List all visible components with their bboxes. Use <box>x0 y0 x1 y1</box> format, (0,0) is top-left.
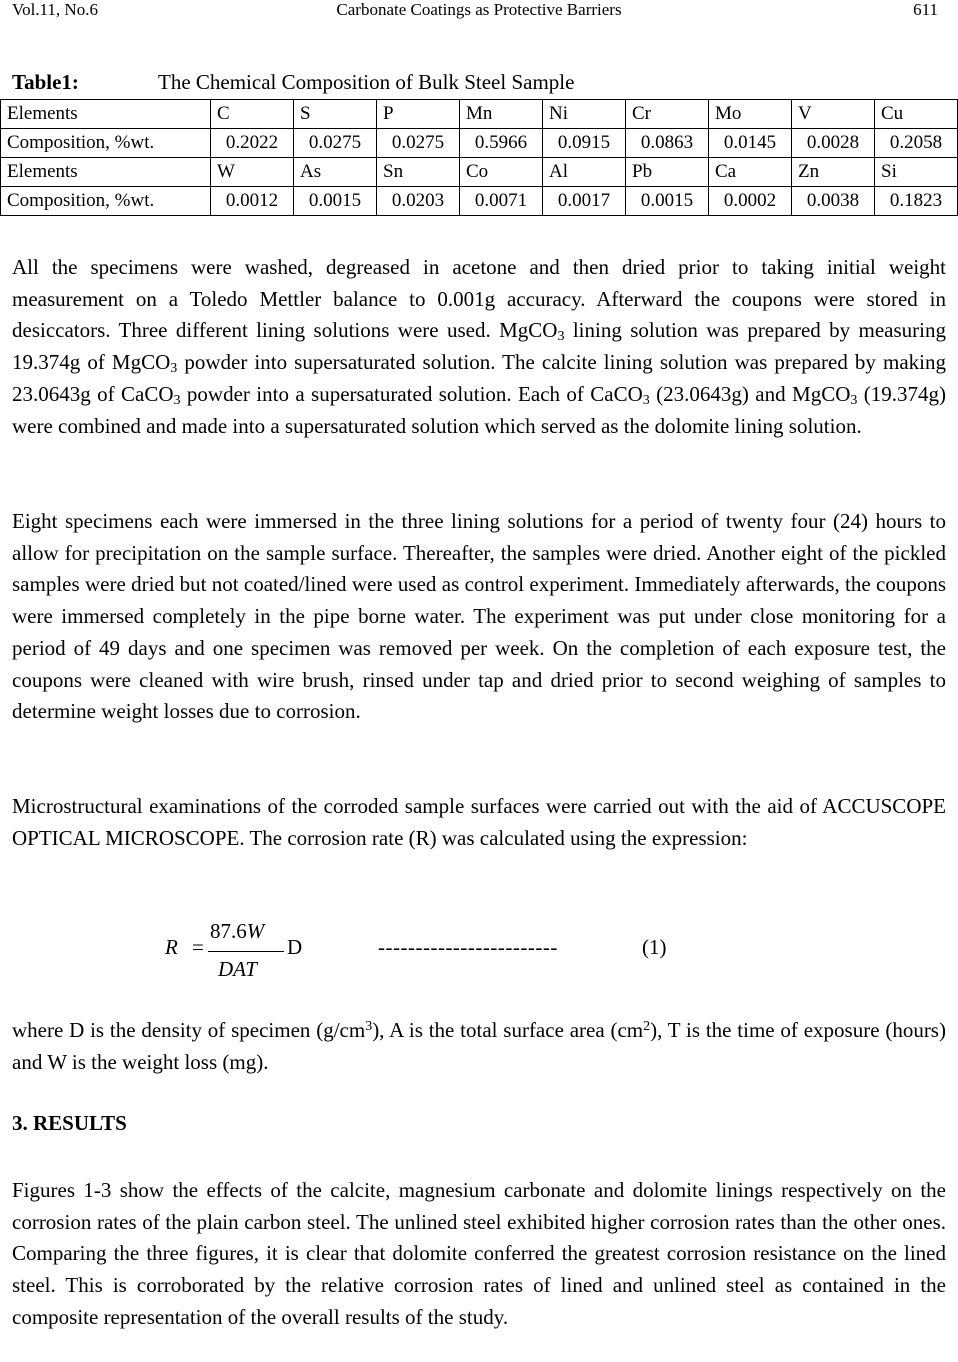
table-cell: Ca <box>709 158 792 187</box>
numerator-number: 87.6 <box>210 919 247 943</box>
equation-dashes: ------------------------ <box>378 935 558 959</box>
results-paragraph: Figures 1-3 show the effects of the calcite, magnesium carbonate and dolomite linings respectively on the corrosion rates of the plain carbon steel. The unlined steel exhibited higher corrosion rates than the other ones. Comparing the three figures, it is clear that dolomite conferred the greatest corrosion resistance on the lined steel. This is corroborated by the relative corrosion rates of lined and unlined steel as contained in the composite representation of the overall results of the study. <box>12 1178 946 1329</box>
equation-number: (1) <box>642 935 667 959</box>
equation-trailing: D <box>287 935 303 959</box>
table-cell: 0.0038 <box>792 187 875 216</box>
text-run: lining solution was prepared by measuring 19.374g of MgCO <box>12 318 947 375</box>
table-cell: Mn <box>460 100 543 129</box>
table-cell: 0.0915 <box>543 129 626 158</box>
text-run: All the specimens were washed, degreased in acetone and then dried prior to taking initial weight measurement on a Toledo Mettler balance to 0.001g accuracy. Afterward the coupons were stored in desiccators. Three different lining solutions were used. MgCO <box>12 255 946 343</box>
table-cell: Al <box>543 158 626 187</box>
table-cell: 0.0863 <box>626 129 709 158</box>
text-run: ), T is the time of exposure (hours) and W is the weight loss (mg). <box>12 1018 946 1074</box>
table-cell: Mo <box>709 100 792 129</box>
methods-paragraph-1 <box>12 252 946 442</box>
table-cell: S <box>294 100 377 129</box>
table-cell: 0.0145 <box>709 129 792 158</box>
table-cell: Sn <box>377 158 460 187</box>
table-cell: 0.2058 <box>875 129 958 158</box>
subscript: 3 <box>642 392 650 408</box>
table-label: Table1: <box>12 70 79 94</box>
row-header-cell: Composition, %wt. <box>1 129 211 158</box>
table-cell: 0.1823 <box>875 187 958 216</box>
running-header <box>12 0 946 24</box>
table-cell: 0.0017 <box>543 187 626 216</box>
subscript: 3 <box>170 361 178 377</box>
equation-definitions <box>12 1015 946 1078</box>
text-run: ), A is the total surface area (cm <box>372 1018 644 1042</box>
text-run: (19.374g) were combined and made into a supersaturated solution which served as the dolomite lining solution. <box>12 381 947 438</box>
methods-paragraph-3: Microstructural examinations of the corroded sample surfaces were carried out with the aid of ACCUSCOPE OPTICAL MICROSCOPE. The corrosion rate (R) was calculated using the expression: <box>12 794 946 850</box>
table-cell: W <box>211 158 294 187</box>
table-cell: C <box>211 100 294 129</box>
row-header-cell: Composition, %wt. <box>1 187 211 216</box>
table-row <box>1 187 958 216</box>
volume-label: Vol.11, No.6 <box>12 0 98 19</box>
table-cell: P <box>377 100 460 129</box>
table-cell: 0.0203 <box>377 187 460 216</box>
table-title: The Chemical Composition of Bulk Steel Sample <box>158 70 575 94</box>
equation-numerator <box>210 919 264 944</box>
table-cell: Cu <box>875 100 958 129</box>
running-title: Carbonate Coatings as Protective Barriers <box>336 0 622 19</box>
table-row <box>1 129 958 158</box>
equation-denominator: DAT <box>218 957 257 981</box>
table-cell: As <box>294 158 377 187</box>
text-run: powder into supersaturated solution. The calcite lining solution was prepared by making 23.0643g of CaCO <box>12 350 946 406</box>
table-cell: 0.0015 <box>294 187 377 216</box>
table-cell: Pb <box>626 158 709 187</box>
table-cell: 0.0071 <box>460 187 543 216</box>
composition-table <box>0 99 958 216</box>
page-number: 611 <box>913 0 938 19</box>
row-header-cell: Elements <box>1 100 211 129</box>
table-cell: 0.0012 <box>211 187 294 216</box>
table-cell: 0.0028 <box>792 129 875 158</box>
table-cell: Si <box>875 158 958 187</box>
table-cell: 0.0015 <box>626 187 709 216</box>
fraction-bar <box>208 951 284 952</box>
table-cell: Zn <box>792 158 875 187</box>
table-cell: 0.0275 <box>294 129 377 158</box>
table-cell: V <box>792 100 875 129</box>
corrosion-rate-equation <box>12 915 946 985</box>
table-row <box>1 100 958 129</box>
table-caption <box>12 70 574 95</box>
superscript: 2 <box>643 1019 651 1034</box>
section-heading: 3. RESULTS <box>12 1111 127 1135</box>
subscript: 3 <box>557 329 565 345</box>
table-cell: 0.0002 <box>709 187 792 216</box>
table-cell: Co <box>460 158 543 187</box>
table-row <box>1 158 958 187</box>
table-cell: 0.0275 <box>377 129 460 158</box>
superscript: 3 <box>365 1019 373 1034</box>
text-run: powder into a supersaturated solution. Each of CaCO <box>180 381 643 406</box>
subscript: 3 <box>850 392 858 408</box>
subscript: 3 <box>173 392 181 408</box>
equation-equals: = <box>192 935 204 959</box>
table-cell: Cr <box>626 100 709 129</box>
methods-paragraph-2: Eight specimens each were immersed in the three lining solutions for a period of twenty four (24) hours to allow for precipitation on the sample surface. Thereafter, the samples were dried. Another eight of the pickled samples were dried but not coated/lined were used as control experiment. Immediately afterwards, the coupons were immersed completely in the pipe borne water. The experiment was put under close monitoring for a period of 49 days and one specimen was removed per week. On the completion of each exposure test, the coupons were cleaned with wire brush, rinsed under tap and dried prior to second weighing of samples to determine weight losses due to corrosion. <box>12 509 946 724</box>
text-run: (23.0643g) and MgCO <box>649 381 851 406</box>
table-cell: Ni <box>543 100 626 129</box>
equation-lhs: R <box>165 935 178 959</box>
text-run: where D is the density of specimen (g/cm <box>12 1018 366 1042</box>
row-header-cell: Elements <box>1 158 211 187</box>
numerator-variable: W <box>246 919 265 943</box>
table-cell: 0.5966 <box>460 129 543 158</box>
table-cell: 0.2022 <box>211 129 294 158</box>
